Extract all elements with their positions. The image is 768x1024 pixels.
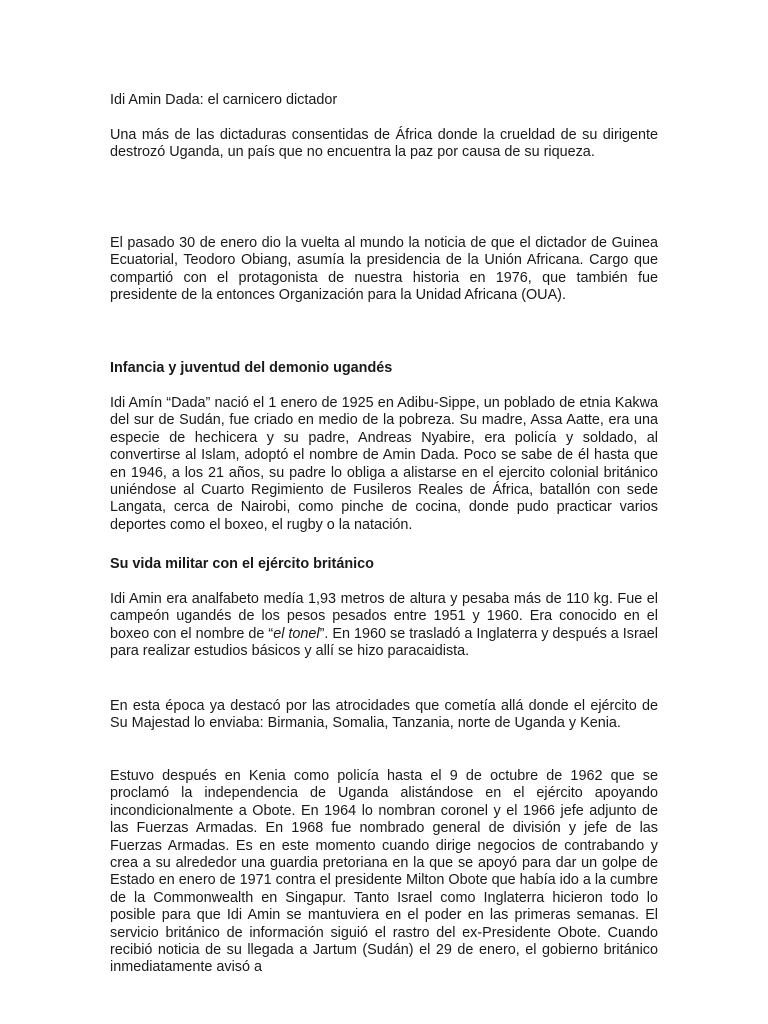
section-heading-militar: Su vida militar con el ejército británico xyxy=(110,556,374,572)
paragraph-boxeo xyxy=(110,591,658,661)
paragraph-obiang: El pasado 30 de enero dio la vuelta al mundo la noticia de que el dictador de Guinea Ecuatorial, Teodoro Obiang, asumía la presidencia de la Unión Africana. Cargo que compartió con el protagonista de nuestra historia en 1976, que también fue presidente de la entonces Organización para la Unidad Africana (OUA). xyxy=(110,235,658,304)
intro-paragraph: Una más de las dictaduras consentidas de África donde la crueldad de su dirigente destrozó Uganda, un país que no encuentra la paz por causa de su riqueza. xyxy=(110,127,658,161)
paragraph-boxeo-text-b: ”. En 1960 se trasladó a Inglaterra y después a Israel para realizar estudios básicos y allí se hizo paracaidista. xyxy=(110,625,658,660)
section-heading-infancia: Infancia y juventud del demonio ugandés xyxy=(110,360,393,376)
document-title: Idi Amin Dada: el carnicero dictador xyxy=(110,92,338,108)
paragraph-kenia: Estuvo después en Kenia como policía hasta el 9 de octubre de 1962 que se proclamó la independencia de Uganda alistándose en el ejército apoyando incondicionalmente a Obote. En 1964 lo nombran coronel y el 1966 jefe adjunto de las Fuerzas Armadas. En 1968 fue nombrado general de división y jefe de las Fuerzas Armadas. Es en este momento cuando dirige negocios de contrabando y crea a su alrededor una guardia pretoriana en la que se apoyó para dar un golpe de Estado en enero de 1971 contra el presidente Milton Obote que había ido a la cumbre de la Commonwealth en Singapur. Tanto Israel como Inglaterra hicieron todo lo posible para que Idi Amin se mantuviera en el poder en las primeras semanas. El servicio británico de información siguió el rastro del ex-Presidente Obote. Cuando recibió noticia de su llegada a Jartum (Sudán) el 29 de enero, el gobierno británico inmediatamente avisó a xyxy=(110,768,659,976)
paragraph-atrocidades: En esta época ya destacó por las atrocidades que cometía allá donde el ejército de Su Majestad lo enviaba: Birmania, Somalia, Tanzania, norte de Uganda y Kenia. xyxy=(110,698,658,732)
paragraph-boxeo-text-a: Idi Amin era analfabeto medía 1,93 metros de altura y pesaba más de 110 kg. Fue el campeón ugandés de los pesos pesados entre 1951 y 1960. Era conocido en el boxeo con el nombre de “ xyxy=(110,591,658,642)
paragraph-boxeo-nickname: el tonel xyxy=(273,625,320,642)
paragraph-infancia: Idi Amín “Dada” nació el 1 enero de 1925 en Adibu-Sippe, un poblado de etnia Kakwa del sur de Sudán, fue criado en medio de la pobreza. Su madre, Assa Aatte, era una especie de hechicera y su padre, Andreas Nyabire, era policía y soldado, al convertirse al Islam, adoptó el nombre de Amin Dada. Poco se sabe de él hasta que en 1946, a los 21 años, su padre lo obliga a alistarse en el ejercito colonial británico uniéndose al Cuarto Regimiento de Fusileros Reales de África, batallón con sede Langata, cerca de Nairobi, como pinche de cocina, donde pudo practicar varios deportes como el boxeo, el rugby o la natación. xyxy=(110,395,658,533)
